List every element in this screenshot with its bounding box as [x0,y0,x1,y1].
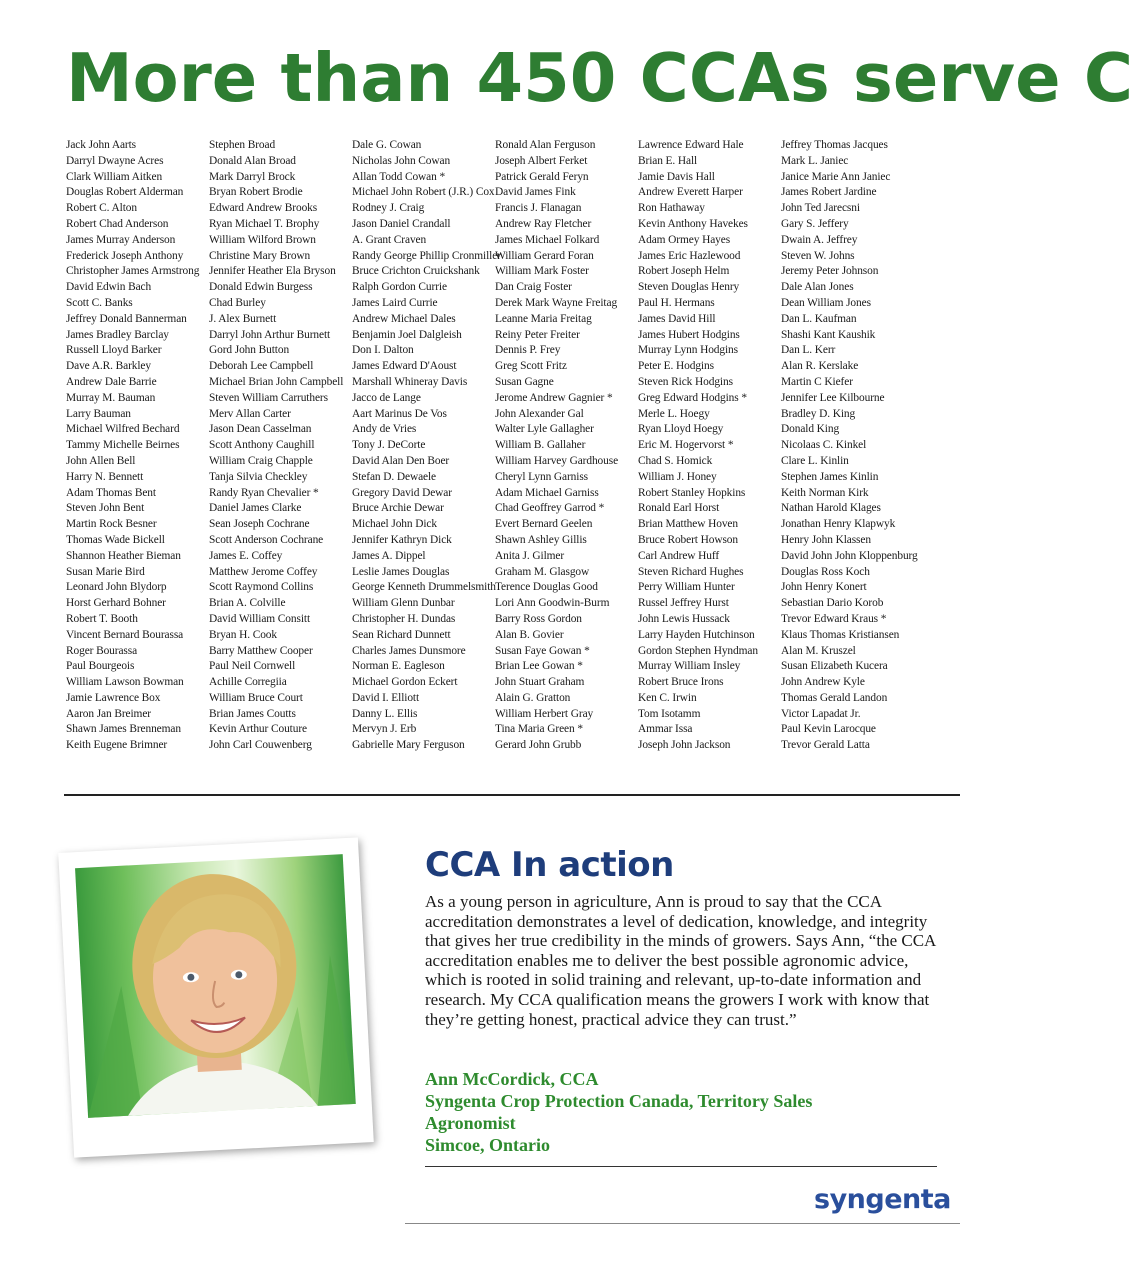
cca-name: Christopher H. Dundas [352,612,456,625]
cca-name: Alan M. Kruszel [781,644,856,657]
cca-name: Eric M. Hogervorst * [638,439,734,452]
cca-name: Steven John Bent [66,502,145,515]
cca-name: Norman E. Eagleson [352,660,445,673]
cca-name: James Edward D'Aoust [352,360,457,373]
cca-name: Charles James Dunsmore [352,644,466,657]
cca-name: Barry Matthew Cooper [209,644,313,657]
cca-name: Donald Alan Broad [209,154,296,167]
cca-name: Tony J. DeCorte [352,439,426,452]
cca-name: Dan L. Kaufman [781,312,857,325]
cca-name: Alan B. Govier [495,628,564,641]
cca-name: Dan L. Kerr [781,344,836,357]
section-title: CCA In action [425,845,674,885]
cca-name: David Edwin Bach [66,281,152,294]
cca-name: Susan Marie Bird [66,565,145,578]
names-column [638,138,781,754]
cca-name: Sebastian Dario Korob [781,597,884,610]
cca-name: James Laird Currie [352,296,438,309]
cca-name: John Henry Konert [781,581,867,594]
cca-name: Bryan Robert Brodie [209,186,303,199]
cca-name: Evert Bernard Geelen [495,518,593,531]
cca-name: Vincent Bernard Bourassa [66,628,184,641]
cca-name: Robert C. Alton [66,202,137,215]
cca-name: Graham M. Glasgow [495,565,590,578]
cca-name: William Gerard Foran [495,249,594,262]
cca-name: Murray M. Bauman [66,391,156,404]
cca-name: James Michael Folkard [495,233,600,246]
cca-name: Nicholas John Cowan [352,154,451,167]
cca-name: Deborah Lee Campbell [209,360,314,373]
cca-name: Paul Kevin Larocque [781,723,876,736]
cca-name: Robert Stanley Hopkins [638,486,746,499]
cca-name: Klaus Thomas Kristiansen [781,628,900,641]
cca-name: Jacco de Lange [352,391,421,404]
cca-name: Sean Richard Dunnett [352,628,451,641]
testimonial-quote: As a young person in agriculture, Ann is proud to say that the CCA accreditation demonstrates a level of dedication, knowledge, and integrity that gives her true credibility in the minds of growers. Says Ann, “the CCA accreditation enables me to deliver the best possible agronomic advice, which is rooted in solid training and relevant, up-to-date information and research. My CCA qualification means the growers I work with know that they’re getting honest, practical advice they can trust.” [425,892,936,1029]
cca-name: Roger Bourassa [66,644,138,657]
cca-name: Dale G. Cowan [352,139,422,151]
cca-name: Kevin Anthony Havekes [638,217,748,230]
cca-name: A. Grant Craven [352,233,427,246]
cca-name: Thomas Wade Bickell [66,533,165,546]
cca-name: Michael Brian John Campbell [209,375,344,388]
cca-name: Andrew Michael Dales [352,312,456,325]
cca-name: Mervyn J. Erb [352,723,417,736]
cca-name: Paul H. Hermans [638,296,715,309]
cca-name: Jennifer Kathryn Dick [352,533,452,546]
cca-name: Robert Chad Anderson [66,217,169,230]
portrait-photo-frame [58,837,374,1157]
cca-name: Walter Lyle Gallagher [495,423,594,436]
cca-name: Gordon Stephen Hyndman [638,644,758,657]
cca-name: Janice Marie Ann Janiec [781,170,891,183]
cca-name: Bruce Archie Dewar [352,502,444,515]
cca-name: Jeffrey Donald Bannerman [66,312,187,325]
names-column [352,138,501,754]
cca-name: Brian A. Colville [209,597,286,610]
cca-name: John Carl Couwenberg [209,739,312,752]
portrait-illustration [75,854,356,1118]
cca-name: Benjamin Joel Dalgleish [352,328,462,341]
cca-name: Francis J. Flanagan [495,202,582,215]
cca-name: John Andrew Kyle [781,676,865,689]
cca-name: Scott Anderson Cochrane [209,533,324,546]
cca-name: Daniel James Clarke [209,502,302,515]
cca-name: Keith Eugene Brimner [66,739,168,752]
cca-name: Andrew Ray Fletcher [495,217,592,230]
cca-name: Brian James Coutts [209,707,296,720]
cca-name: Greg Edward Hodgins * [638,391,747,404]
cca-name: Nicolaas C. Kinkel [781,439,867,452]
cca-name: Aart Marinus De Vos [352,407,447,420]
cca-name: Dean William Jones [781,296,871,309]
page-headline: More than 450 CCAs serve C [66,39,1133,117]
cca-name: Carl Andrew Huff [638,549,720,562]
cca-name: William Herbert Gray [495,707,594,720]
cca-name: Clark William Aitken [66,170,163,183]
cca-name: David James Fink [495,186,576,199]
cca-name: Brian Lee Gowan * [495,660,583,673]
cca-name: Michael John Robert (J.R.) Cox [352,186,495,199]
cca-name: John Allen Bell [66,454,136,467]
cca-name: Steven Richard Hughes [638,565,744,578]
cca-name: Larry Hayden Hutchinson [638,628,755,641]
cca-name: John Ted Jarecsni [781,202,860,215]
cca-name: Adam Michael Garniss [495,486,599,499]
cca-name: Ammar Issa [638,723,693,736]
cca-name: Jeremy Peter Johnson [781,265,879,278]
cca-name: Jennifer Heather Ela Bryson [209,265,336,278]
cca-name: Marshall Whineray Davis [352,375,468,388]
cca-name: Jamie Lawrence Box [66,691,161,704]
cca-name: William Wilford Brown [209,233,316,246]
cca-name: Adam Thomas Bent [66,486,156,499]
cca-name: Ryan Michael T. Brophy [209,217,320,230]
cca-name: Tina Maria Green * [495,723,583,736]
cca-name: Aaron Jan Breimer [66,707,151,720]
attribution-rule [425,1166,937,1167]
cca-name: Tom Isotamm [638,707,701,720]
cca-name: Lori Ann Goodwin-Burm [495,597,610,610]
cca-name: J. Alex Burnett [209,312,277,325]
cca-name: Brian Matthew Hoven [638,518,738,531]
portrait-photo [75,854,356,1118]
cca-name: Steven Rick Hodgins [638,375,733,388]
cca-name: Lawrence Edward Hale [638,139,744,151]
cca-name: Steven Douglas Henry [638,281,740,294]
cca-name: Jamie Davis Hall [638,170,715,183]
cca-name: Jerome Andrew Gagnier * [495,391,613,404]
cca-name: William J. Honey [638,470,717,483]
cca-name: Stephen Broad [209,139,276,151]
cca-name: Derek Mark Wayne Freitag [495,296,618,309]
cca-name: Danny L. Ellis [352,707,418,720]
cca-name: Tanja Silvia Checkley [209,470,308,483]
cca-name: Gary S. Jeffery [781,217,849,230]
cca-name: Sean Joseph Cochrane [209,518,310,531]
cca-name: Henry John Klassen [781,533,871,546]
cca-name: Robert T. Booth [66,612,138,625]
cca-name: Russel Jeffrey Hurst [638,597,729,610]
cca-name: Matthew Jerome Coffey [209,565,318,578]
cca-name: Jonathan Henry Klapwyk [781,518,896,531]
attribution-location: Simcoe, Ontario [425,1135,550,1155]
cca-name: Ryan Lloyd Hoegy [638,423,724,436]
cca-name: Gord John Button [209,344,290,357]
cca-name: Horst Gerhard Bohner [66,597,166,610]
cca-name: Dennis P. Frey [495,344,561,357]
cca-name: Murray Lynn Hodgins [638,344,738,357]
cca-name: Christopher James Armstrong [66,265,200,278]
cca-name: Darryl Dwayne Acres [66,154,164,167]
section-divider [64,794,960,796]
cca-name: Trevor Edward Kraus * [781,612,887,625]
cca-name: Leslie James Douglas [352,565,450,578]
cca-name: Bruce Crichton Cruickshank [352,265,480,278]
cca-name: Rodney J. Craig [352,202,425,215]
names-column [209,138,352,754]
cca-name: Larry Bauman [66,407,131,420]
cca-name: William B. Gallaher [495,439,586,452]
cca-name: James Bradley Barclay [66,328,169,341]
cca-name: Kevin Arthur Couture [209,723,307,736]
cca-name: Shawn Ashley Gillis [495,533,587,546]
cca-name: Susan Elizabeth Kucera [781,660,888,673]
cca-name: Don I. Dalton [352,344,414,357]
cca-name: Martin C Kiefer [781,375,853,388]
cca-name: Alan R. Kerslake [781,360,859,373]
cca-name: Victor Lapadat Jr. [781,707,861,720]
cca-name: Stefan D. Dewaele [352,470,437,483]
cca-name: Frederick Joseph Anthony [66,249,184,262]
cca-name: Leanne Maria Freitag [495,312,592,325]
cca-name: William Lawson Bowman [66,676,184,689]
cca-name: Ronald Alan Ferguson [495,139,596,151]
cca-name: Randy Ryan Chevalier * [209,486,319,499]
cca-name: Susan Gagne [495,375,554,388]
cca-name: Steven W. Johns [781,249,855,262]
cca-name: Paul Neil Cornwell [209,660,296,673]
cca-name: Peter E. Hodgins [638,360,714,373]
cca-name: Ralph Gordon Currie [352,281,447,294]
cca-name: Patrick Gerald Feryn [495,170,589,183]
cca-name: George Kenneth Drummelsmith [352,581,496,594]
cca-name: Dan Craig Foster [495,281,572,294]
cca-name: Paul Bourgeois [66,660,135,673]
cca-name: Andy de Vries [352,423,417,436]
cca-name: Martin Rock Besner [66,518,157,531]
footer-rule [405,1223,960,1224]
cca-name: Joseph John Jackson [638,739,731,752]
cca-name: Murray William Insley [638,660,741,673]
attribution-role: Agronomist [425,1113,516,1133]
cca-name: Leonard John Blydorp [66,581,167,594]
cca-name: Greg Scott Fritz [495,360,567,373]
cca-name: Allan Todd Cowan * [352,170,446,183]
cca-name: Gabrielle Mary Ferguson [352,739,465,752]
cca-name: Douglas Robert Alderman [66,186,184,199]
cca-name: Bruce Robert Howson [638,533,738,546]
cca-name: Michael Gordon Eckert [352,676,458,689]
cca-name: Andrew Dale Barrie [66,375,157,388]
cca-name: Steven William Carruthers [209,391,328,404]
cca-name: Robert Joseph Helm [638,265,730,278]
cca-name: Jack John Aarts [66,139,136,151]
cca-name: Merle L. Hoegy [638,407,710,420]
cca-name: Mark Darryl Brock [209,170,296,183]
cca-name: Cheryl Lynn Garniss [495,470,589,483]
cca-name: Dale Alan Jones [781,281,854,294]
cca-name: James A. Dippel [352,549,426,562]
cca-name: Chad Geoffrey Garrod * [495,502,605,515]
cca-name: Scott Raymond Collins [209,581,314,594]
cca-name: James E. Coffey [209,549,283,562]
cca-name: David William Consitt [209,612,311,625]
cca-name: Shashi Kant Kaushik [781,328,876,341]
testimonial-attribution [425,1068,937,1156]
cca-name: James Murray Anderson [66,233,176,246]
cca-name: James Robert Jardine [781,186,877,199]
cca-name: Terence Douglas Good [495,581,598,594]
cca-name: Bryan H. Cook [209,628,277,641]
cca-name: Harry N. Bennett [66,470,144,483]
cca-name: Jason Daniel Crandall [352,217,451,230]
cca-name: Stephen James Kinlin [781,470,879,483]
cca-name: Christine Mary Brown [209,249,311,262]
cca-name: James Hubert Hodgins [638,328,740,341]
cca-name: Gerard John Grubb [495,739,582,752]
names-column [66,138,209,754]
cca-name: Bradley D. King [781,407,856,420]
cca-name: Joseph Albert Ferket [495,154,588,167]
cca-name: William Glenn Dunbar [352,597,455,610]
cca-name: Donald King [781,423,840,436]
cca-name: Gregory David Dewar [352,486,452,499]
cca-name: Barry Ross Gordon [495,612,582,625]
cca-name: Edward Andrew Brooks [209,202,318,215]
cca-name: Ron Hathaway [638,202,705,215]
cca-name: James Eric Hazlewood [638,249,741,262]
cca-name: Scott Anthony Caughill [209,439,315,452]
cca-name: Donald Edwin Burgess [209,281,313,294]
cca-name: Reiny Peter Freiter [495,328,580,341]
cca-name: David I. Elliott [352,691,420,704]
cca-name: Mark L. Janiec [781,154,849,167]
cca-name: Chad S. Homick [638,454,713,467]
cca-name: Michael Wilfred Bechard [66,423,180,436]
cca-name: Randy George Phillip Cronmiller [352,249,501,262]
cca-name: Jennifer Lee Kilbourne [781,391,885,404]
attribution-company: Syngenta Crop Protection Canada, Territory Sales [425,1091,813,1111]
cca-name: Dwain A. Jeffrey [781,233,858,246]
cca-name: William Bruce Court [209,691,303,704]
cca-name: William Craig Chapple [209,454,313,467]
cca-name: Dave A.R. Barkley [66,360,151,373]
names-column [781,138,924,754]
cca-name: John Lewis Hussack [638,612,730,625]
cca-name: Alain G. Gratton [495,691,571,704]
cca-name: David Alan Den Boer [352,454,450,467]
cca-name: Douglas Ross Koch [781,565,870,578]
cca-name: Robert Bruce Irons [638,676,724,689]
cca-name: Merv Allan Carter [209,407,291,420]
cca-name: Ken C. Irwin [638,691,697,704]
cca-name: Scott C. Banks [66,296,133,309]
names-column [495,138,638,754]
cca-name: Susan Faye Gowan * [495,644,590,657]
cca-name: Jason Dean Casselman [209,423,312,436]
attribution-name: Ann McCordick, CCA [425,1069,599,1089]
cca-name: Ronald Earl Horst [638,502,720,515]
cca-name: David John John Kloppenburg [781,549,918,562]
cca-name: Perry William Hunter [638,581,735,594]
cca-name: Andrew Everett Harper [638,186,743,199]
cca-name: Shawn James Brenneman [66,723,181,736]
cca-name: Trevor Gerald Latta [781,739,870,752]
cca-name: William Harvey Gardhouse [495,454,619,467]
cca-name: Adam Ormey Hayes [638,233,731,246]
cca-name: Michael John Dick [352,518,437,531]
cca-name: James David Hill [638,312,716,325]
cca-name: John Alexander Gal [495,407,584,420]
cca-name: Tammy Michelle Beirnes [66,439,180,452]
cca-name: Keith Norman Kirk [781,486,869,499]
cca-name: Brian E. Hall [638,154,698,167]
cca-name: Darryl John Arthur Burnett [209,328,331,341]
cca-name: Achille Corregiia [209,676,287,689]
cca-name: Nathan Harold Klages [781,502,881,515]
syngenta-logo: syngenta [814,1184,951,1215]
cca-name: Chad Burley [209,296,266,309]
cca-name: John Stuart Graham [495,676,585,689]
cca-name: Russell Lloyd Barker [66,344,162,357]
cca-name: Clare L. Kinlin [781,454,849,467]
cca-name: Jeffrey Thomas Jacques [781,139,888,151]
cca-names-list [66,138,960,754]
cca-name: Shannon Heather Bieman [66,549,181,562]
cca-name: Thomas Gerald Landon [781,691,888,704]
cca-name: William Mark Foster [495,265,589,278]
cca-name: Anita J. Gilmer [495,549,565,562]
